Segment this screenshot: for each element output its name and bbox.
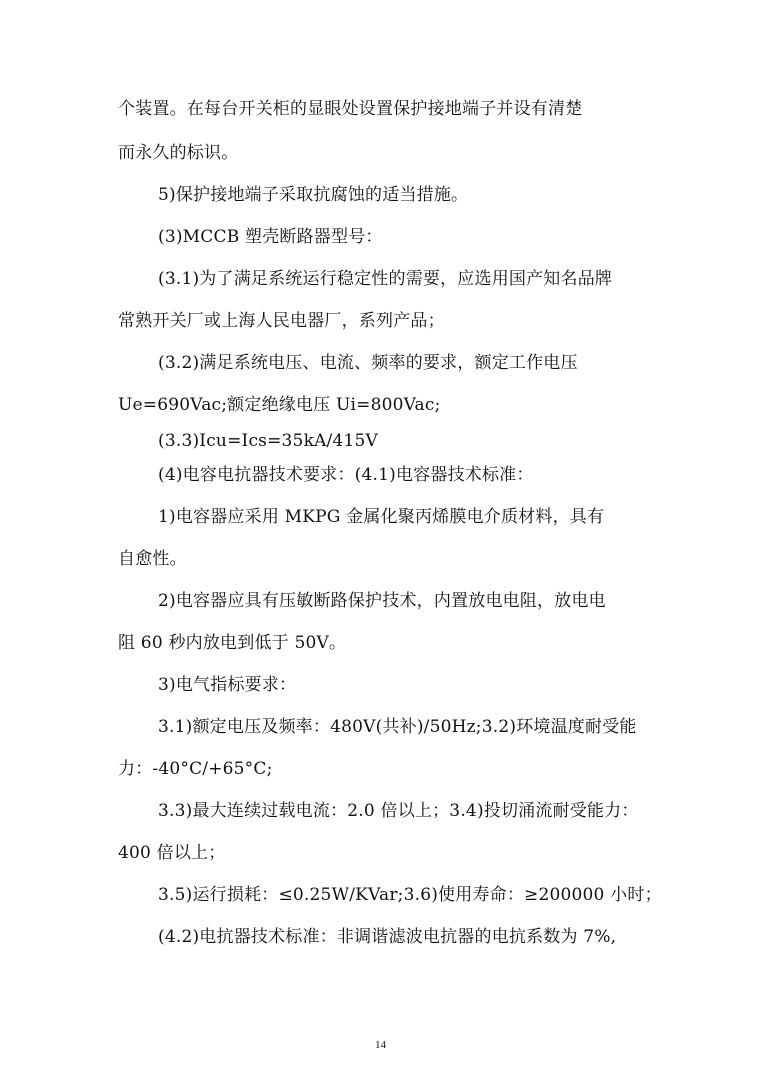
text-line: 常熟开关厂或上海人民电器厂，系列产品；: [118, 311, 445, 331]
text-line: 5)保护接地端子采取抗腐蚀的适当措施。: [158, 185, 469, 205]
text-line: 阻 60 秒内放电到低于 50V。: [118, 633, 347, 653]
text-line: (4.2)电抗器技术标准：非调谐滤波电抗器的电抗系数为 7%,: [158, 927, 617, 947]
page-number: 14: [375, 1039, 386, 1051]
text-line: 3.3)最大连续过载电流：2.0 倍以上；3.4)投切涌流耐受能力：: [158, 801, 639, 821]
text-line: 1)电容器应采用 MKPG 金属化聚丙烯膜电介质材料，具有: [158, 507, 605, 527]
text-line: (3.1)为了满足系统运行稳定性的需要，应选用国产知名品牌: [158, 269, 613, 289]
text-line: (3)MCCB 塑壳断路器型号：: [158, 227, 383, 247]
text-line: 而永久的标识。: [118, 143, 239, 163]
text-line: 2)电容器应具有压敏断路保护技术，内置放电电阻，放电电: [158, 591, 606, 611]
text-line: (3.2)满足系统电压、电流、频率的要求，额定工作电压: [158, 353, 578, 373]
text-line: (3.3)Icu=Ics=35kA/415V: [158, 431, 378, 451]
text-line: 力：-40°C/+65°C;: [118, 759, 273, 779]
text-line: 3.1)额定电压及频率：480V(共补)/50Hz;3.2)环境温度耐受能: [158, 717, 637, 737]
text-line: 3)电气指标要求：: [158, 675, 297, 695]
text-line: Ue=690Vac;额定绝缘电压 Ui=800Vac;: [118, 395, 441, 415]
text-line: (4)电容电抗器技术要求：(4.1)电容器技术标准：: [158, 465, 534, 485]
text-line: 400 倍以上；: [118, 843, 226, 863]
text-line: 自愈性。: [118, 549, 187, 569]
text-line: 3.5)运行损耗：≤0.25W/KVar;3.6)使用寿命：≥200000 小时；: [158, 885, 662, 905]
text-line: 个装置。在每台开关柜的显眼处设置保护接地端子并设有清楚: [118, 99, 583, 119]
